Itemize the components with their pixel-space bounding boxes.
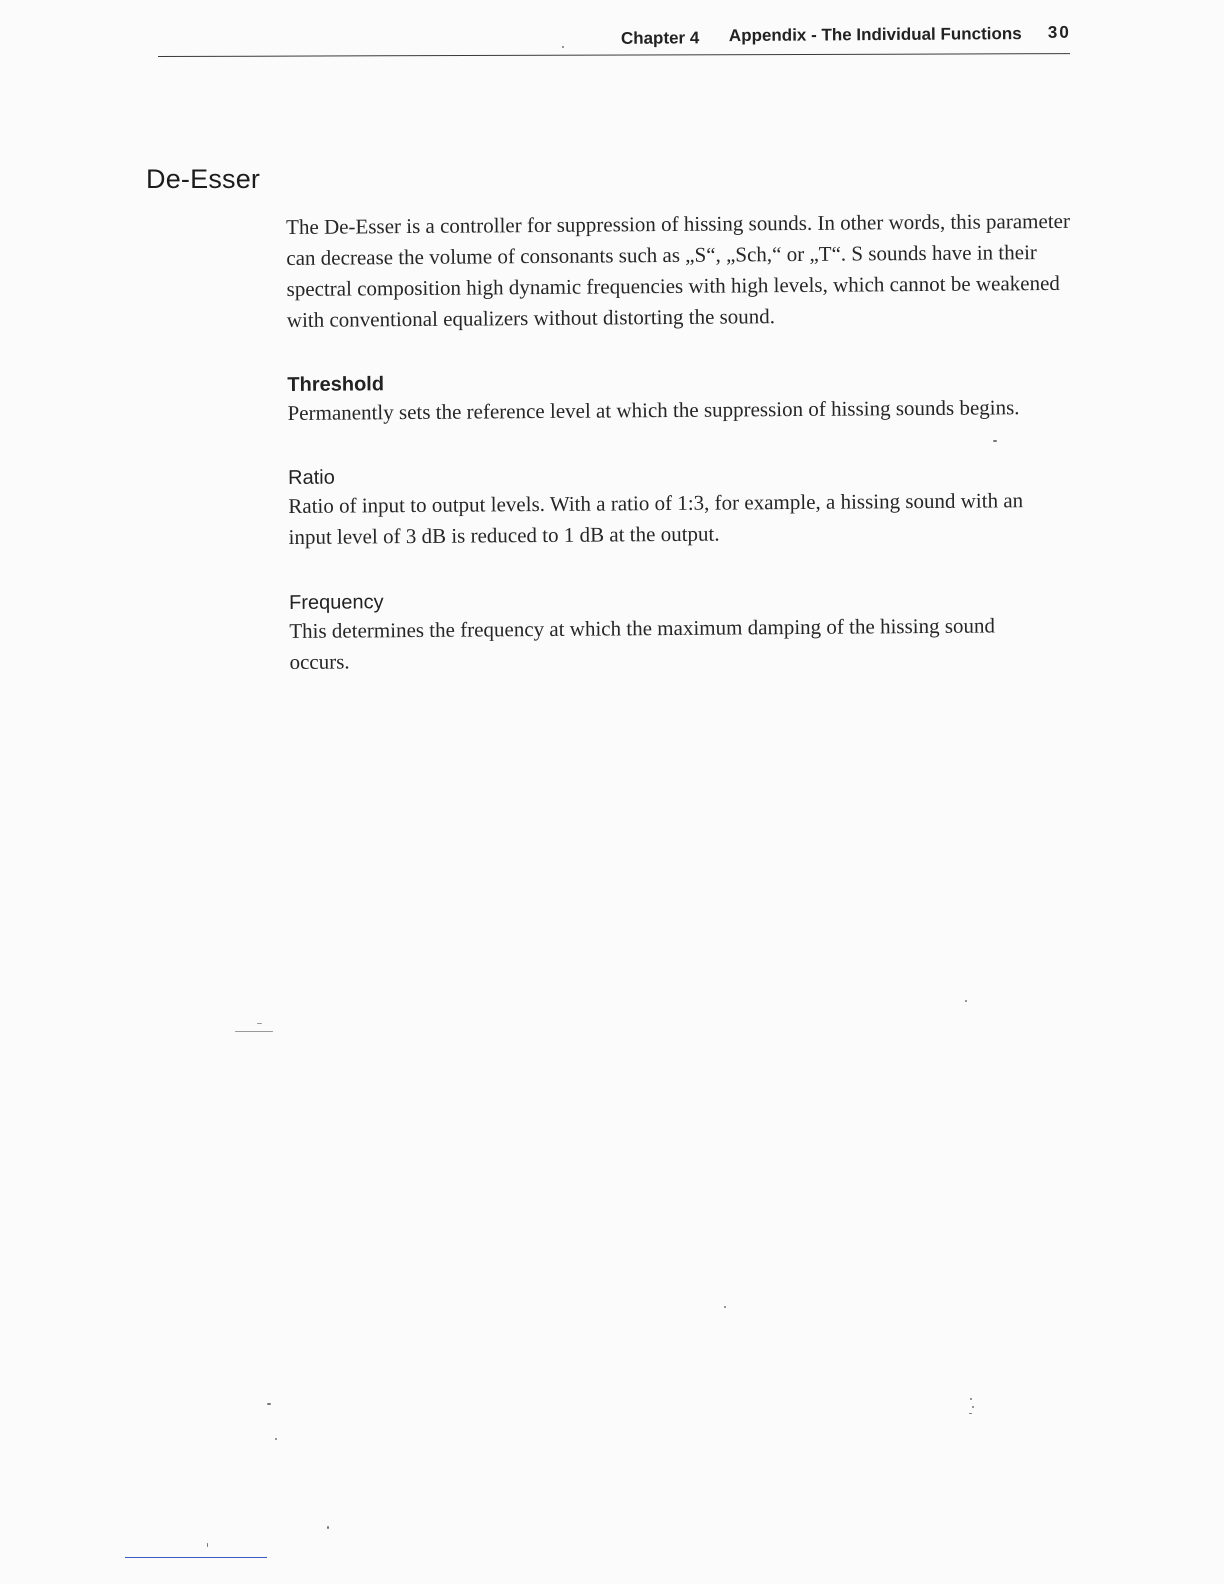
parameter-heading: Threshold [287,373,385,396]
section-content [286,206,1087,674]
scan-speck [267,1403,271,1405]
chapter-label: Chapter 4 [620,28,700,48]
section-title: De-Esser [146,164,261,194]
section-label: Appendix - The Individual Functions [728,24,1022,46]
scan-speck [724,1306,726,1308]
page-number: 30 [1047,22,1071,42]
parameter-heading: Ratio [288,466,335,489]
scan-speck [970,1398,972,1400]
scan-speck [969,1413,972,1414]
parameter-heading: Frequency [288,591,384,614]
scan-speck [235,1031,273,1032]
scan-speck [993,440,997,442]
running-header [600,23,1072,52]
bottom-rule [125,1557,267,1558]
scan-speck [275,1438,277,1440]
parameter-description: This determines the frequency at which the maximum damping of the hissing sound occurs. [289,613,996,674]
parameter-frequency [289,584,1060,678]
parameter-description: Permanently sets the reference level at which the suppression of hissing sounds begins. [287,395,1020,425]
parameter-description: Ratio of input to output levels. With a ratio of 1:3, for example, a hissing sound with an input level of 3 dB is reduced to 1 dB at the output. [288,488,1024,549]
scan-speck [965,1000,967,1002]
scan-speck [562,46,564,48]
scan-speck [257,1023,262,1024]
header-rule [158,53,1070,57]
parameter-threshold [287,366,1087,429]
scan-speck [327,1526,329,1529]
intro-paragraph: The De-Esser is a controller for suppression of hissing sounds. In other words, this parameter can decrease the volume of consonants such as „S“, „Sch,“ or „T“. S sounds have in their spectral composition high dynamic frequencies with high levels, which cannot be weakened with conventional equalizers without distorting the sound. [286,208,1071,332]
scan-speck [972,1406,974,1408]
parameter-ratio [288,459,1069,553]
scan-speck [207,1543,208,1547]
